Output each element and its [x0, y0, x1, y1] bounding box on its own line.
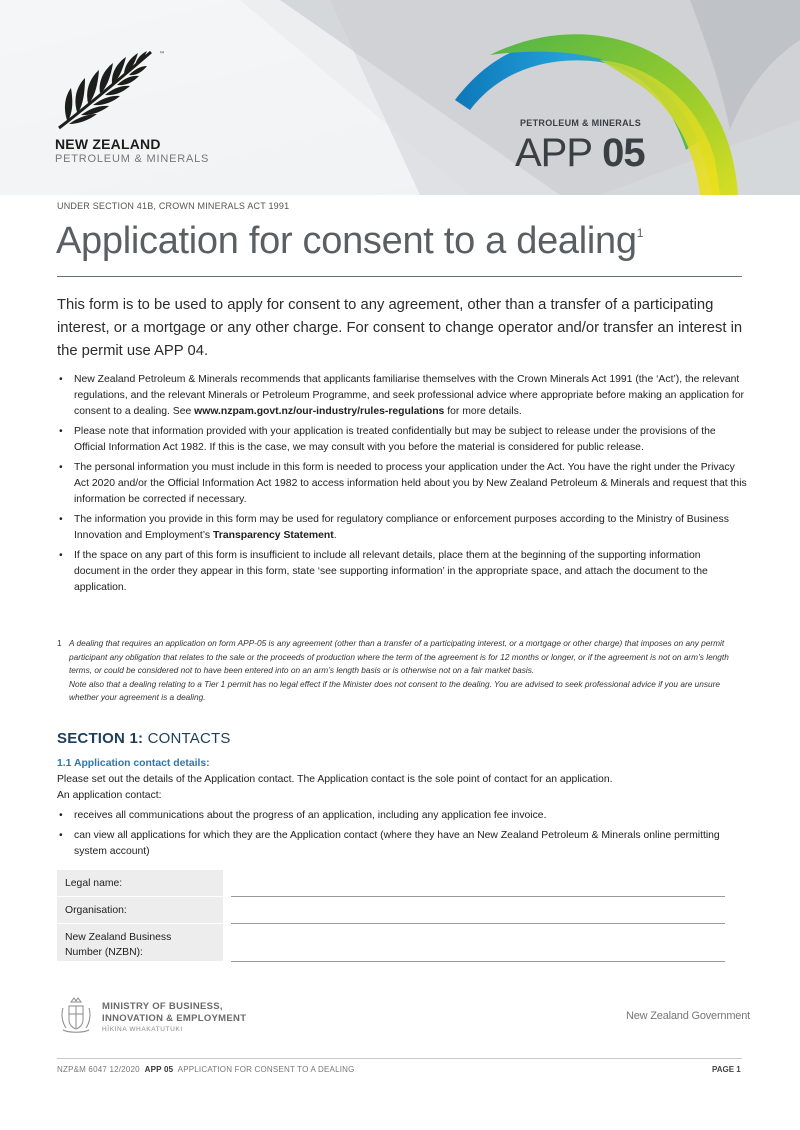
section-heading	[57, 730, 231, 747]
subsection-heading: 1.1 Application contact details:	[57, 758, 210, 769]
form-row-nzbn	[57, 924, 725, 962]
legal-name-field[interactable]	[231, 870, 725, 897]
contact-details-form	[57, 870, 725, 962]
page-title	[56, 220, 643, 263]
footer-reference	[57, 1065, 355, 1074]
nzbn-label: New Zealand Business Number (NZBN):	[57, 924, 223, 962]
contact-description	[57, 772, 747, 804]
title-divider	[57, 276, 742, 277]
footnote-note: Note also that a dealing relating to a Tier 1 permit has no legal effect if the Minister does not consent to the dealing. You are advised to seek professional advice if you are unsure whether your agreement is a dealing.	[69, 678, 721, 703]
form-row-organisation	[57, 897, 725, 924]
section-name: CONTACTS	[147, 730, 231, 747]
guidance-item	[57, 424, 747, 456]
logo-subtitle: PETROLEUM & MINERALS	[55, 153, 210, 165]
form-row-legal-name	[57, 870, 725, 897]
guidance-text: .	[333, 530, 337, 541]
svg-text:™: ™	[159, 51, 165, 58]
guidance-text: New Zealand Petroleum & Minerals recommends that applicants familiarise themselves with the Crown Minerals Act 1991 (the ‘Act’), the relevant regulations, and the relevant Minerals or Petroleum Programme, and seek professional advice where appropriate before making an application for consent to a dealing. See	[74, 374, 744, 417]
contact-role-item: • can view all applications for which they are the Application contact (where they have an New Zealand Petroleum & Minerals online permitting system account)	[57, 828, 747, 860]
mbie-name-line1: MINISTRY OF BUSINESS,	[102, 1001, 223, 1012]
title-footnote-ref: 1	[636, 226, 644, 240]
app-category-label: PETROLEUM & MINERALS	[520, 118, 642, 128]
contact-description-line: Please set out the details of the Application contact. The Application contact is the sole point of contact for an application.	[57, 774, 613, 785]
organisation-field[interactable]	[231, 897, 725, 924]
transparency-statement-link[interactable]: Transparency Statement	[213, 530, 334, 541]
logo-title: NEW ZEALAND	[55, 136, 161, 152]
guidance-text: Please note that information provided with your application is treated confidentially but may be subject to release under the provisions of the Official Information Act 1982. If this is the case, we may consult with you before the material is considered for public release.	[74, 426, 716, 453]
nzbn-field[interactable]	[231, 924, 725, 962]
contact-role-item: • receives all communications about the progress of an application, including any application fee invoice.	[57, 808, 747, 824]
legislation-reference: UNDER SECTION 41B, CROWN MINERALS ACT 1991	[57, 201, 290, 211]
app-code-number: 05	[602, 131, 645, 175]
nz-government-logo: New Zealand Government	[626, 1010, 750, 1022]
guidance-list	[57, 372, 747, 600]
footer-form-title: APPLICATION FOR CONSENT TO A DEALING	[177, 1065, 355, 1074]
guidance-item	[57, 460, 747, 508]
footnote-number: 1	[57, 638, 62, 648]
silver-fern-icon	[55, 48, 165, 133]
footer-app-code: APP 05	[144, 1065, 174, 1074]
contact-description-line: An application contact:	[57, 790, 162, 801]
mbie-maori-name: HĪKINA WHAKATUTUKI	[102, 1026, 183, 1033]
section-number: SECTION 1:	[57, 730, 144, 747]
contact-role-list	[57, 808, 747, 864]
footer-divider	[57, 1058, 742, 1059]
organisation-label: Organisation:	[57, 897, 223, 924]
page-number: PAGE 1	[712, 1065, 741, 1074]
footnote	[57, 637, 747, 705]
page-title-text: Application for consent to a dealing	[56, 220, 637, 262]
guidance-text: If the space on any part of this form is insufficient to include all relevant details, place them at the beginning of the supporting information document in the order they appear in this form, state ‘see supporting information’ in the appropriate space, and attach the document to the application.	[74, 550, 708, 593]
guidance-item	[57, 372, 747, 420]
guidance-item	[57, 512, 747, 544]
app-code	[515, 131, 645, 175]
form-code: NZP&M 6047 12/2020	[57, 1065, 140, 1074]
app-code-prefix: APP	[515, 131, 593, 175]
guidance-text: for more details.	[444, 406, 522, 417]
guidance-item	[57, 548, 747, 596]
guidance-text: The personal information you must include in this form is needed to process your application under the Act. You have the right under the Privacy Act 2020 and/or the Official Information Act 1982 to access information held about you by New Zealand Petroleum & Minerals and request that this information be corrected if necessary.	[74, 462, 747, 505]
page-header	[0, 0, 800, 195]
coat-of-arms-icon	[57, 996, 95, 1034]
guidance-text: The information you provide in this form may be used for regulatory compliance or enforcement purposes according to the Ministry of Business Innovation and Employment’s	[74, 514, 729, 541]
footnote-body: A dealing that requires an application on form APP-05 is any agreement (other than a transfer of a participating interest, or a mortgage or other charge) that imposes on any permit participant any obligation that relates to the sale or the proceeds of production where the term of the agreement is for 12 months or longer, or if the agreement is not on arm’s length terms, or could be considered not to have been entered into on an arm’s length basis or is otherwise not on a fair market basis.	[69, 638, 729, 676]
intro-paragraph: This form is to be used to apply for consent to any agreement, other than a transfer of a participating interest, or a mortgage or any other charge. For consent to change operator and/or transfer an interest in the permit use APP 04.	[57, 297, 743, 359]
rules-link[interactable]: www.nzpam.govt.nz/our-industry/rules-regulations	[194, 406, 445, 417]
mbie-name-line2: INNOVATION & EMPLOYMENT	[102, 1013, 247, 1024]
legal-name-label: Legal name:	[57, 870, 223, 897]
